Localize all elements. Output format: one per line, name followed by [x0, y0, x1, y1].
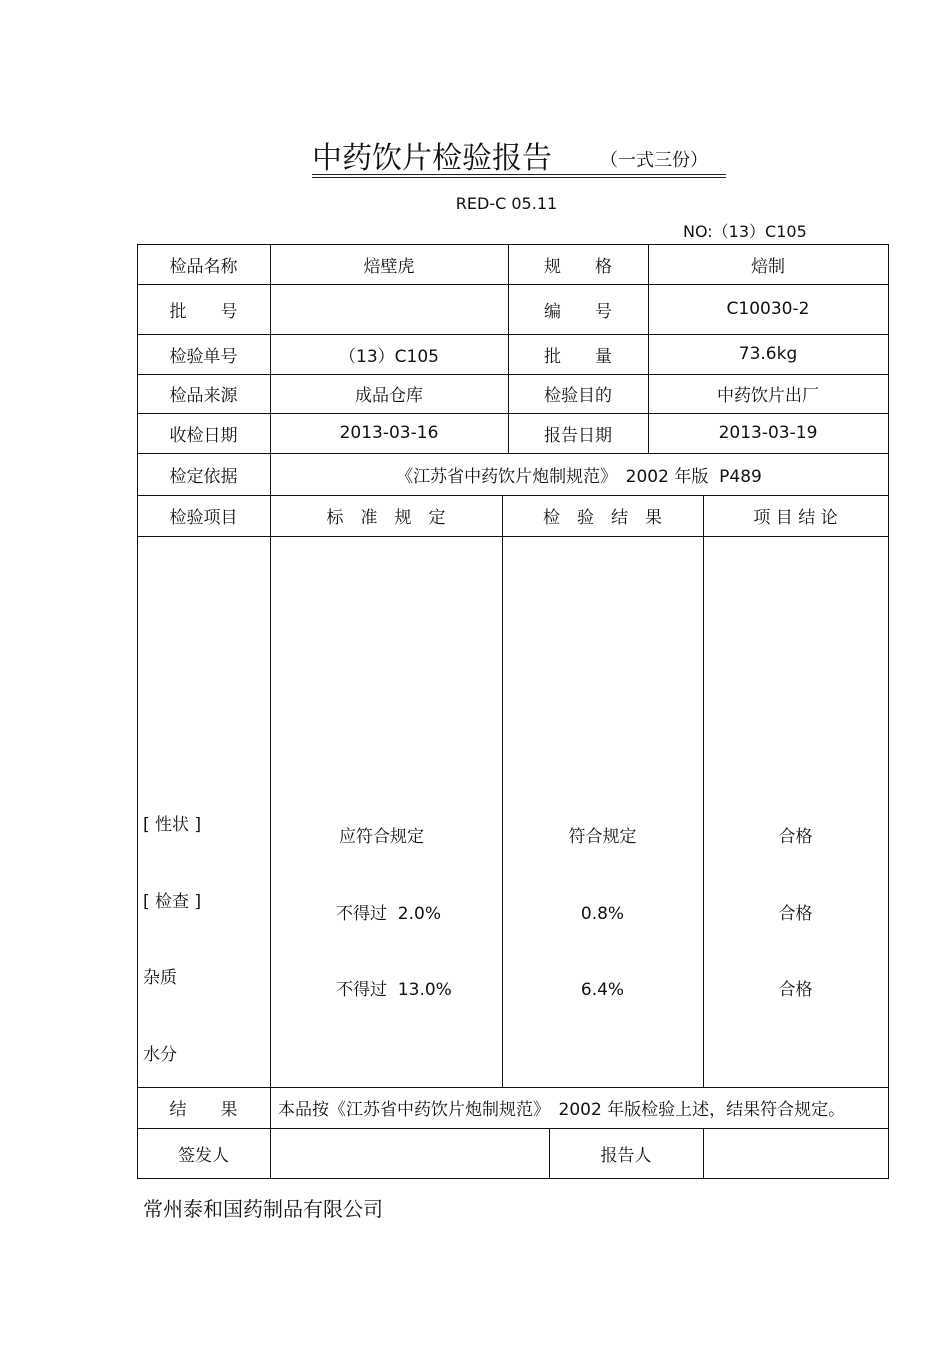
inspection-no-value: （13）C105 — [339, 346, 439, 367]
results-list — [502, 774, 703, 1029]
list-item: [ 性状 ] — [143, 815, 202, 835]
receive-date-label: 收检日期 — [169, 425, 238, 446]
purpose-label: 检验目的 — [544, 386, 612, 406]
source-value: 成品仓库 — [355, 386, 423, 406]
list-item: 符合规定 — [568, 827, 637, 847]
list-item: 6.4% — [580, 980, 625, 1000]
sample-name-label: 检品名称 — [169, 256, 238, 277]
table-border-bottom — [137, 1178, 889, 1179]
report-date-value: 2013-03-19 — [718, 423, 818, 443]
report-title: 中药饮片检验报告 — [312, 141, 552, 176]
table-border-right — [888, 244, 889, 1178]
item-header: 检验项目 — [169, 508, 238, 528]
list-item: [ 检查 ] — [143, 891, 202, 912]
result-label: 结 果 — [169, 1100, 238, 1120]
title-underline — [312, 177, 726, 178]
code-value: C10030-2 — [726, 299, 810, 319]
batch-no-label: 批 号 — [169, 301, 238, 322]
list-item: 合格 — [778, 980, 813, 1000]
issuer-value — [270, 1128, 549, 1178]
list-item: 不得过 13.0% — [336, 980, 452, 1000]
title-underline — [312, 174, 726, 175]
quantity-label: 批 量 — [544, 346, 612, 367]
list-item: 不得过 2.0% — [336, 903, 441, 924]
list-item: 水分 — [143, 1044, 177, 1065]
standards-list — [336, 774, 452, 1029]
purpose-value: 中药饮片出厂 — [717, 386, 819, 406]
code-label: 编 号 — [544, 301, 612, 322]
quantity-value: 73.6kg — [738, 344, 798, 364]
reporter-label: 报告人 — [600, 1145, 652, 1166]
list-item: 合格 — [778, 827, 813, 847]
document-code: RED-C 05.11 — [455, 194, 558, 213]
source-label: 检品来源 — [169, 386, 238, 406]
result-text: 本品按《江苏省中药饮片炮制规范》 2002 年版检验上述，结果符合规定。 — [278, 1100, 846, 1120]
row-divider — [137, 536, 889, 537]
basis-label: 检定依据 — [169, 466, 238, 487]
company-name: 常州泰和国药制品有限公司 — [143, 1197, 383, 1221]
conclusions-list — [703, 774, 888, 1029]
report-number: NO:（13）C105 — [683, 222, 807, 241]
test-items-list — [143, 762, 201, 1094]
report-copies-note: （一式三份） — [600, 150, 708, 171]
report-title-block — [312, 140, 726, 180]
issuer-label: 签发人 — [178, 1145, 229, 1166]
inspection-no-label: 检验单号 — [169, 346, 238, 367]
batch-no-value — [270, 284, 508, 334]
conclusion-header: 项 目 结 论 — [753, 508, 838, 528]
list-item: 0.8% — [580, 903, 625, 924]
receive-date-value: 2013-03-16 — [339, 423, 439, 443]
sample-name-value: 焙壁虎 — [363, 256, 415, 277]
report-date-label: 报告日期 — [544, 425, 612, 446]
spec-value: 焙制 — [751, 256, 785, 277]
list-item: 杂质 — [143, 968, 177, 988]
basis-value: 《江苏省中药饮片炮制规范》 2002 年版 P489 — [396, 466, 762, 487]
spec-label: 规 格 — [544, 256, 612, 277]
list-item: 应符合规定 — [339, 827, 424, 847]
reporter-value — [703, 1128, 888, 1178]
list-item: 合格 — [778, 903, 813, 924]
result-header: 检 验 结 果 — [543, 508, 662, 528]
standard-header: 标 准 规 定 — [326, 508, 446, 528]
